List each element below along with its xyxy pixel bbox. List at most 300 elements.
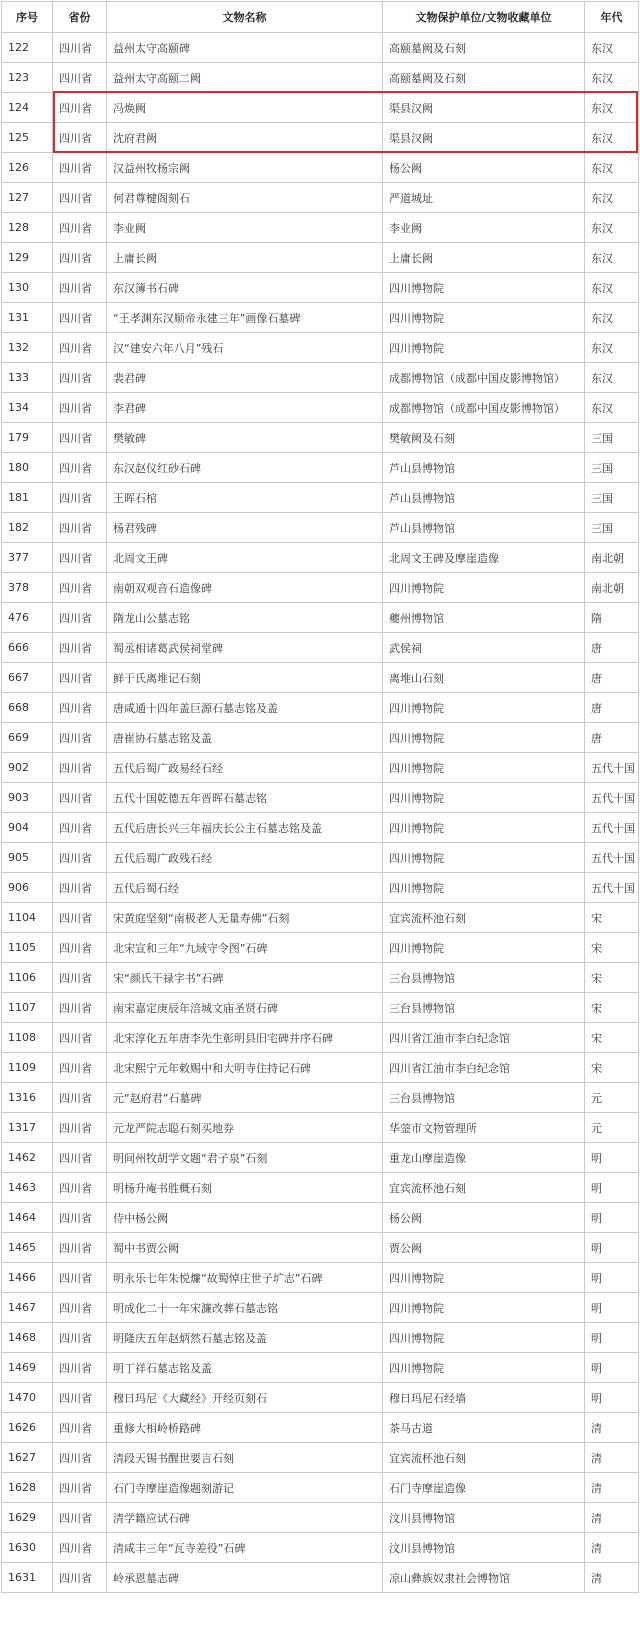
cell-number: 126: [2, 153, 53, 183]
cell-number: 128: [2, 213, 53, 243]
table-row: [2, 453, 639, 483]
cell-relic-name: 宋“颜氏干禄字书”石碑: [107, 963, 383, 993]
cell-number: 904: [2, 813, 53, 843]
cell-province: 四川省: [53, 603, 107, 633]
cell-custodian: 芦山县博物馆: [383, 453, 585, 483]
cell-era: 清: [585, 1473, 639, 1503]
cell-relic-name: 李君碑: [107, 393, 383, 423]
cell-relic-name: 清段天锡书醒世要言石刻: [107, 1443, 383, 1473]
cell-era: 南北朝: [585, 573, 639, 603]
cell-province: 四川省: [53, 303, 107, 333]
cell-custodian: 宜宾流杯池石刻: [383, 1443, 585, 1473]
cell-number: 129: [2, 243, 53, 273]
table-row: [2, 693, 639, 723]
cell-relic-name: 清咸丰三年“瓦寺差役”石碑: [107, 1533, 383, 1563]
cell-custodian: 宜宾流杯池石刻: [383, 1173, 585, 1203]
cell-number: 1469: [2, 1353, 53, 1383]
cell-number: 1104: [2, 903, 53, 933]
cell-relic-name: 冯焕阙: [107, 93, 383, 123]
cell-number: 131: [2, 303, 53, 333]
cell-custodian: 四川博物院: [383, 1293, 585, 1323]
cell-custodian: 杨公阙: [383, 1203, 585, 1233]
relics-table: [1, 1, 639, 1593]
cell-custodian: 汶川县博物馆: [383, 1503, 585, 1533]
cell-number: 1470: [2, 1383, 53, 1413]
cell-number: 133: [2, 363, 53, 393]
cell-custodian: 四川博物院: [383, 843, 585, 873]
cell-relic-name: 五代后唐长兴三年福庆长公主石墓志铭及盖: [107, 813, 383, 843]
cell-relic-name: 五代后蜀石经: [107, 873, 383, 903]
cell-province: 四川省: [53, 873, 107, 903]
cell-custodian: 离堆山石刻: [383, 663, 585, 693]
cell-custodian: 渠县汉阙: [383, 123, 585, 153]
cell-custodian: 三台县博物馆: [383, 1083, 585, 1113]
table-row: [2, 1353, 639, 1383]
cell-custodian: 四川博物院: [383, 783, 585, 813]
cell-era: 明: [585, 1203, 639, 1233]
table-row: [2, 993, 639, 1023]
cell-province: 四川省: [53, 273, 107, 303]
cell-era: 明: [585, 1293, 639, 1323]
cell-custodian: 四川省江油市李白纪念馆: [383, 1053, 585, 1083]
cell-era: 南北朝: [585, 543, 639, 573]
cell-relic-name: 北宋淳化五年唐李先生彰明县旧宅碑并序石碑: [107, 1023, 383, 1053]
cell-province: 四川省: [53, 183, 107, 213]
cell-custodian: 四川博物院: [383, 723, 585, 753]
cell-era: 唐: [585, 723, 639, 753]
cell-number: 1105: [2, 933, 53, 963]
cell-custodian: 四川博物院: [383, 1263, 585, 1293]
cell-custodian: 杨公阙: [383, 153, 585, 183]
table-row: [2, 1113, 639, 1143]
cell-province: 四川省: [53, 243, 107, 273]
cell-province: 四川省: [53, 573, 107, 603]
table-row: [2, 393, 639, 423]
cell-province: 四川省: [53, 123, 107, 153]
cell-era: 宋: [585, 1023, 639, 1053]
cell-era: 东汉: [585, 303, 639, 333]
cell-custodian: 四川博物院: [383, 873, 585, 903]
table-row: [2, 483, 639, 513]
cell-number: 1109: [2, 1053, 53, 1083]
cell-province: 四川省: [53, 363, 107, 393]
header-row: [2, 2, 639, 33]
cell-relic-name: 五代后蜀广政残石经: [107, 843, 383, 873]
cell-province: 四川省: [53, 1203, 107, 1233]
table-row: [2, 423, 639, 453]
cell-custodian: 三台县博物馆: [383, 963, 585, 993]
cell-number: 180: [2, 453, 53, 483]
cell-relic-name: 樊敏碑: [107, 423, 383, 453]
table-row: [2, 1143, 639, 1173]
cell-relic-name: 汉“建安六年八月”残石: [107, 333, 383, 363]
cell-custodian: 四川博物院: [383, 273, 585, 303]
cell-number: 123: [2, 63, 53, 93]
cell-relic-name: 鲜于氏离堆记石刻: [107, 663, 383, 693]
cell-custodian: 宜宾流杯池石刻: [383, 903, 585, 933]
cell-province: 四川省: [53, 1233, 107, 1263]
cell-number: 378: [2, 573, 53, 603]
table-row: [2, 843, 639, 873]
table-row: [2, 93, 639, 123]
cell-number: 667: [2, 663, 53, 693]
cell-custodian: 成都博物馆（成都中国皮影博物馆）: [383, 393, 585, 423]
cell-relic-name: 益州太守高颐碑: [107, 33, 383, 63]
cell-relic-name: 杨君残碑: [107, 513, 383, 543]
cell-province: 四川省: [53, 1143, 107, 1173]
table-row: [2, 363, 639, 393]
cell-relic-name: 宋黄庭坚刻“南极老人无量寿佛”石刻: [107, 903, 383, 933]
table-row: [2, 273, 639, 303]
cell-custodian: 四川博物院: [383, 333, 585, 363]
cell-relic-name: 石门寺摩崖造像题刻游记: [107, 1473, 383, 1503]
cell-custodian: 贾公阙: [383, 1233, 585, 1263]
cell-province: 四川省: [53, 93, 107, 123]
cell-relic-name: 北周文王碑: [107, 543, 383, 573]
cell-era: 东汉: [585, 33, 639, 63]
cell-custodian: 高颐墓阙及石刻: [383, 33, 585, 63]
cell-province: 四川省: [53, 213, 107, 243]
header-cell-province: 省份: [53, 2, 107, 33]
cell-number: 906: [2, 873, 53, 903]
cell-number: 179: [2, 423, 53, 453]
cell-relic-name: 益州太守高颐二阙: [107, 63, 383, 93]
cell-number: 668: [2, 693, 53, 723]
cell-number: 1467: [2, 1293, 53, 1323]
table-row: [2, 1383, 639, 1413]
cell-number: 130: [2, 273, 53, 303]
table-row: [2, 873, 639, 903]
cell-number: 1463: [2, 1173, 53, 1203]
cell-number: 669: [2, 723, 53, 753]
cell-number: 132: [2, 333, 53, 363]
table-row: [2, 213, 639, 243]
cell-province: 四川省: [53, 783, 107, 813]
table-row: [2, 543, 639, 573]
cell-province: 四川省: [53, 333, 107, 363]
table-row: [2, 633, 639, 663]
cell-custodian: 重龙山摩崖造像: [383, 1143, 585, 1173]
cell-province: 四川省: [53, 483, 107, 513]
cell-relic-name: 王晖石棺: [107, 483, 383, 513]
cell-custodian: 芦山县博物馆: [383, 513, 585, 543]
cell-custodian: 芦山县博物馆: [383, 483, 585, 513]
table-row: [2, 573, 639, 603]
cell-era: 明: [585, 1353, 639, 1383]
table-row: [2, 33, 639, 63]
table-row: [2, 1263, 639, 1293]
cell-custodian: 汶川县博物馆: [383, 1533, 585, 1563]
cell-custodian: 渠县汉阙: [383, 93, 585, 123]
cell-province: 四川省: [53, 723, 107, 753]
cell-relic-name: 明间州牧胡学文题“君子泉”石刻: [107, 1143, 383, 1173]
cell-custodian: 四川省江油市李白纪念馆: [383, 1023, 585, 1053]
cell-custodian: 四川博物院: [383, 1323, 585, 1353]
cell-province: 四川省: [53, 393, 107, 423]
cell-era: 明: [585, 1233, 639, 1263]
cell-custodian: 四川博物院: [383, 1353, 585, 1383]
cell-province: 四川省: [53, 1533, 107, 1563]
cell-number: 905: [2, 843, 53, 873]
cell-number: 181: [2, 483, 53, 513]
cell-relic-name: 蜀中书贾公阙: [107, 1233, 383, 1263]
cell-custodian: 四川博物院: [383, 813, 585, 843]
cell-relic-name: 明隆庆五年赵炳然石墓志铭及盖: [107, 1323, 383, 1353]
cell-custodian: 四川博物院: [383, 933, 585, 963]
cell-province: 四川省: [53, 513, 107, 543]
cell-relic-name: 五代十国乾德五年晋晖石墓志铭: [107, 783, 383, 813]
cell-province: 四川省: [53, 843, 107, 873]
cell-era: 东汉: [585, 393, 639, 423]
cell-custodian: 北周文王碑及摩崖造像: [383, 543, 585, 573]
table-row: [2, 723, 639, 753]
table-row: [2, 1323, 639, 1353]
cell-relic-name: 明杨升庵书胜概石刻: [107, 1173, 383, 1203]
cell-custodian: 凉山彝族奴隶社会博物馆: [383, 1563, 585, 1593]
cell-province: 四川省: [53, 1413, 107, 1443]
cell-custodian: 穆日玛尼石经墙: [383, 1383, 585, 1413]
cell-province: 四川省: [53, 933, 107, 963]
cell-era: 宋: [585, 903, 639, 933]
cell-custodian: 夔州博物馆: [383, 603, 585, 633]
cell-number: 902: [2, 753, 53, 783]
table-row: [2, 63, 639, 93]
cell-custodian: 石门寺摩崖造像: [383, 1473, 585, 1503]
cell-province: 四川省: [53, 813, 107, 843]
table-row: [2, 513, 639, 543]
cell-era: 东汉: [585, 273, 639, 303]
cell-era: 元: [585, 1113, 639, 1143]
cell-era: 东汉: [585, 213, 639, 243]
table-row: [2, 933, 639, 963]
cell-province: 四川省: [53, 903, 107, 933]
cell-number: 476: [2, 603, 53, 633]
cell-relic-name: 重修大相岭桥路碑: [107, 1413, 383, 1443]
cell-province: 四川省: [53, 1563, 107, 1593]
cell-relic-name: 明永乐七年朱悦燫“故蜀悼庄世子圹志”石碑: [107, 1263, 383, 1293]
table-row: [2, 1293, 639, 1323]
cell-province: 四川省: [53, 993, 107, 1023]
cell-custodian: 成都博物馆（成都中国皮影博物馆）: [383, 363, 585, 393]
table-row: [2, 1053, 639, 1083]
cell-relic-name: 东汉簿书石碑: [107, 273, 383, 303]
cell-relic-name: 元龙严院志聪石刻买地券: [107, 1113, 383, 1143]
table-row: [2, 1233, 639, 1263]
cell-province: 四川省: [53, 1053, 107, 1083]
cell-number: 1629: [2, 1503, 53, 1533]
cell-number: 125: [2, 123, 53, 153]
cell-number: 1106: [2, 963, 53, 993]
table-row: [2, 1413, 639, 1443]
cell-era: 隋: [585, 603, 639, 633]
cell-number: 182: [2, 513, 53, 543]
table-row: [2, 813, 639, 843]
cell-era: 五代十国: [585, 843, 639, 873]
cell-number: 1630: [2, 1533, 53, 1563]
cell-era: 宋: [585, 933, 639, 963]
table-row: [2, 153, 639, 183]
cell-era: 东汉: [585, 93, 639, 123]
cell-era: 清: [585, 1533, 639, 1563]
cell-custodian: 三台县博物馆: [383, 993, 585, 1023]
cell-province: 四川省: [53, 633, 107, 663]
table-row: [2, 1473, 639, 1503]
cell-era: 清: [585, 1503, 639, 1533]
cell-era: 五代十国: [585, 873, 639, 903]
table-row: [2, 1203, 639, 1233]
cell-era: 明: [585, 1323, 639, 1353]
cell-province: 四川省: [53, 33, 107, 63]
table-row: [2, 123, 639, 153]
cell-number: 1462: [2, 1143, 53, 1173]
cell-era: 三国: [585, 423, 639, 453]
table-row: [2, 1173, 639, 1203]
cell-era: 五代十国: [585, 783, 639, 813]
cell-era: 三国: [585, 453, 639, 483]
cell-era: 宋: [585, 993, 639, 1023]
cell-relic-name: 北宋宣和三年“九域守令图”石碑: [107, 933, 383, 963]
cell-province: 四川省: [53, 1443, 107, 1473]
cell-province: 四川省: [53, 63, 107, 93]
cell-number: 134: [2, 393, 53, 423]
cell-number: 122: [2, 33, 53, 63]
cell-relic-name: 隋龙山公墓志铭: [107, 603, 383, 633]
cell-custodian: 四川博物院: [383, 303, 585, 333]
table-row: [2, 603, 639, 633]
cell-province: 四川省: [53, 423, 107, 453]
cell-era: 明: [585, 1263, 639, 1293]
table-row: [2, 963, 639, 993]
cell-relic-name: 唐崔协石墓志铭及盖: [107, 723, 383, 753]
cell-relic-name: 岭承恩墓志碑: [107, 1563, 383, 1593]
cell-province: 四川省: [53, 1173, 107, 1203]
cell-province: 四川省: [53, 1353, 107, 1383]
cell-number: 1107: [2, 993, 53, 1023]
cell-custodian: 华蓥市文物管理所: [383, 1113, 585, 1143]
table-row: [2, 663, 639, 693]
table-body: [2, 33, 639, 1593]
cell-custodian: 四川博物院: [383, 573, 585, 603]
cell-relic-name: 何君尊楗阁刻石: [107, 183, 383, 213]
cell-era: 三国: [585, 513, 639, 543]
table-row: [2, 1563, 639, 1593]
cell-relic-name: 清学籍应试石碑: [107, 1503, 383, 1533]
cell-number: 1316: [2, 1083, 53, 1113]
cell-relic-name: 北宋熙宁元年敕赐中和大明寺住持记石碑: [107, 1053, 383, 1083]
cell-relic-name: 蜀丞相诸葛武侯祠堂碑: [107, 633, 383, 663]
cell-number: 666: [2, 633, 53, 663]
cell-relic-name: 穆日玛尼《大藏经》开经页刻石: [107, 1383, 383, 1413]
table-row: [2, 303, 639, 333]
cell-number: 124: [2, 93, 53, 123]
cell-number: 1317: [2, 1113, 53, 1143]
cell-era: 三国: [585, 483, 639, 513]
cell-relic-name: 裴君碑: [107, 363, 383, 393]
cell-era: 宋: [585, 963, 639, 993]
cell-relic-name: 上庸长阙: [107, 243, 383, 273]
cell-province: 四川省: [53, 663, 107, 693]
header-cell-custodian: 文物保护单位/文物收藏单位: [383, 2, 585, 33]
cell-province: 四川省: [53, 543, 107, 573]
cell-custodian: 严道城址: [383, 183, 585, 213]
cell-relic-name: 汉益州牧杨宗阙: [107, 153, 383, 183]
cell-number: 1468: [2, 1323, 53, 1353]
cell-era: 东汉: [585, 363, 639, 393]
cell-province: 四川省: [53, 1503, 107, 1533]
table-row: [2, 903, 639, 933]
cell-relic-name: 侍中杨公阙: [107, 1203, 383, 1233]
cell-province: 四川省: [53, 453, 107, 483]
table-row: [2, 1533, 639, 1563]
cell-province: 四川省: [53, 1263, 107, 1293]
cell-province: 四川省: [53, 693, 107, 723]
cell-relic-name: 唐咸通十四年盖巨源石墓志铭及盖: [107, 693, 383, 723]
cell-relic-name: “王孝渊东汉顺帝永建三年”画像石墓碑: [107, 303, 383, 333]
cell-relic-name: 明丁祥石墓志铭及盖: [107, 1353, 383, 1383]
cell-era: 东汉: [585, 153, 639, 183]
table-row: [2, 333, 639, 363]
header-cell-era: 年代: [585, 2, 639, 33]
table-row: [2, 783, 639, 813]
table-row: [2, 243, 639, 273]
cell-relic-name: 元“赵府君”石墓碑: [107, 1083, 383, 1113]
table-row: [2, 1083, 639, 1113]
header-cell-number: 序号: [2, 2, 53, 33]
cell-relic-name: 明成化二十一年宋濂改葬石墓志铭: [107, 1293, 383, 1323]
cell-era: 东汉: [585, 333, 639, 363]
cell-number: 1626: [2, 1413, 53, 1443]
cell-era: 东汉: [585, 243, 639, 273]
cell-era: 宋: [585, 1053, 639, 1083]
cell-era: 唐: [585, 693, 639, 723]
cell-province: 四川省: [53, 1023, 107, 1053]
cell-era: 东汉: [585, 123, 639, 153]
cell-relic-name: 南朝双观音石造像碑: [107, 573, 383, 603]
cell-province: 四川省: [53, 1113, 107, 1143]
table-row: [2, 183, 639, 213]
cell-era: 元: [585, 1083, 639, 1113]
table-row: [2, 753, 639, 783]
cell-era: 清: [585, 1443, 639, 1473]
cell-custodian: 樊敏阙及石刻: [383, 423, 585, 453]
cell-number: 1628: [2, 1473, 53, 1503]
cell-province: 四川省: [53, 963, 107, 993]
cell-era: 明: [585, 1173, 639, 1203]
cell-relic-name: 东汉赵仪红砂石碑: [107, 453, 383, 483]
cell-number: 127: [2, 183, 53, 213]
cell-number: 1464: [2, 1203, 53, 1233]
table-row: [2, 1023, 639, 1053]
cell-number: 1466: [2, 1263, 53, 1293]
cell-custodian: 茶马古道: [383, 1413, 585, 1443]
cell-province: 四川省: [53, 1323, 107, 1353]
cell-number: 903: [2, 783, 53, 813]
cell-number: 377: [2, 543, 53, 573]
cell-relic-name: 李业阙: [107, 213, 383, 243]
cell-era: 五代十国: [585, 753, 639, 783]
cell-relic-name: 沈府君阙: [107, 123, 383, 153]
cell-province: 四川省: [53, 1083, 107, 1113]
cell-era: 清: [585, 1413, 639, 1443]
cell-era: 明: [585, 1383, 639, 1413]
cell-era: 唐: [585, 663, 639, 693]
cell-era: 清: [585, 1563, 639, 1593]
cell-province: 四川省: [53, 153, 107, 183]
cell-custodian: 四川博物院: [383, 693, 585, 723]
cell-era: 明: [585, 1143, 639, 1173]
cell-relic-name: 南宋嘉定庚辰年涪城文庙圣贤石碑: [107, 993, 383, 1023]
cell-era: 东汉: [585, 183, 639, 213]
